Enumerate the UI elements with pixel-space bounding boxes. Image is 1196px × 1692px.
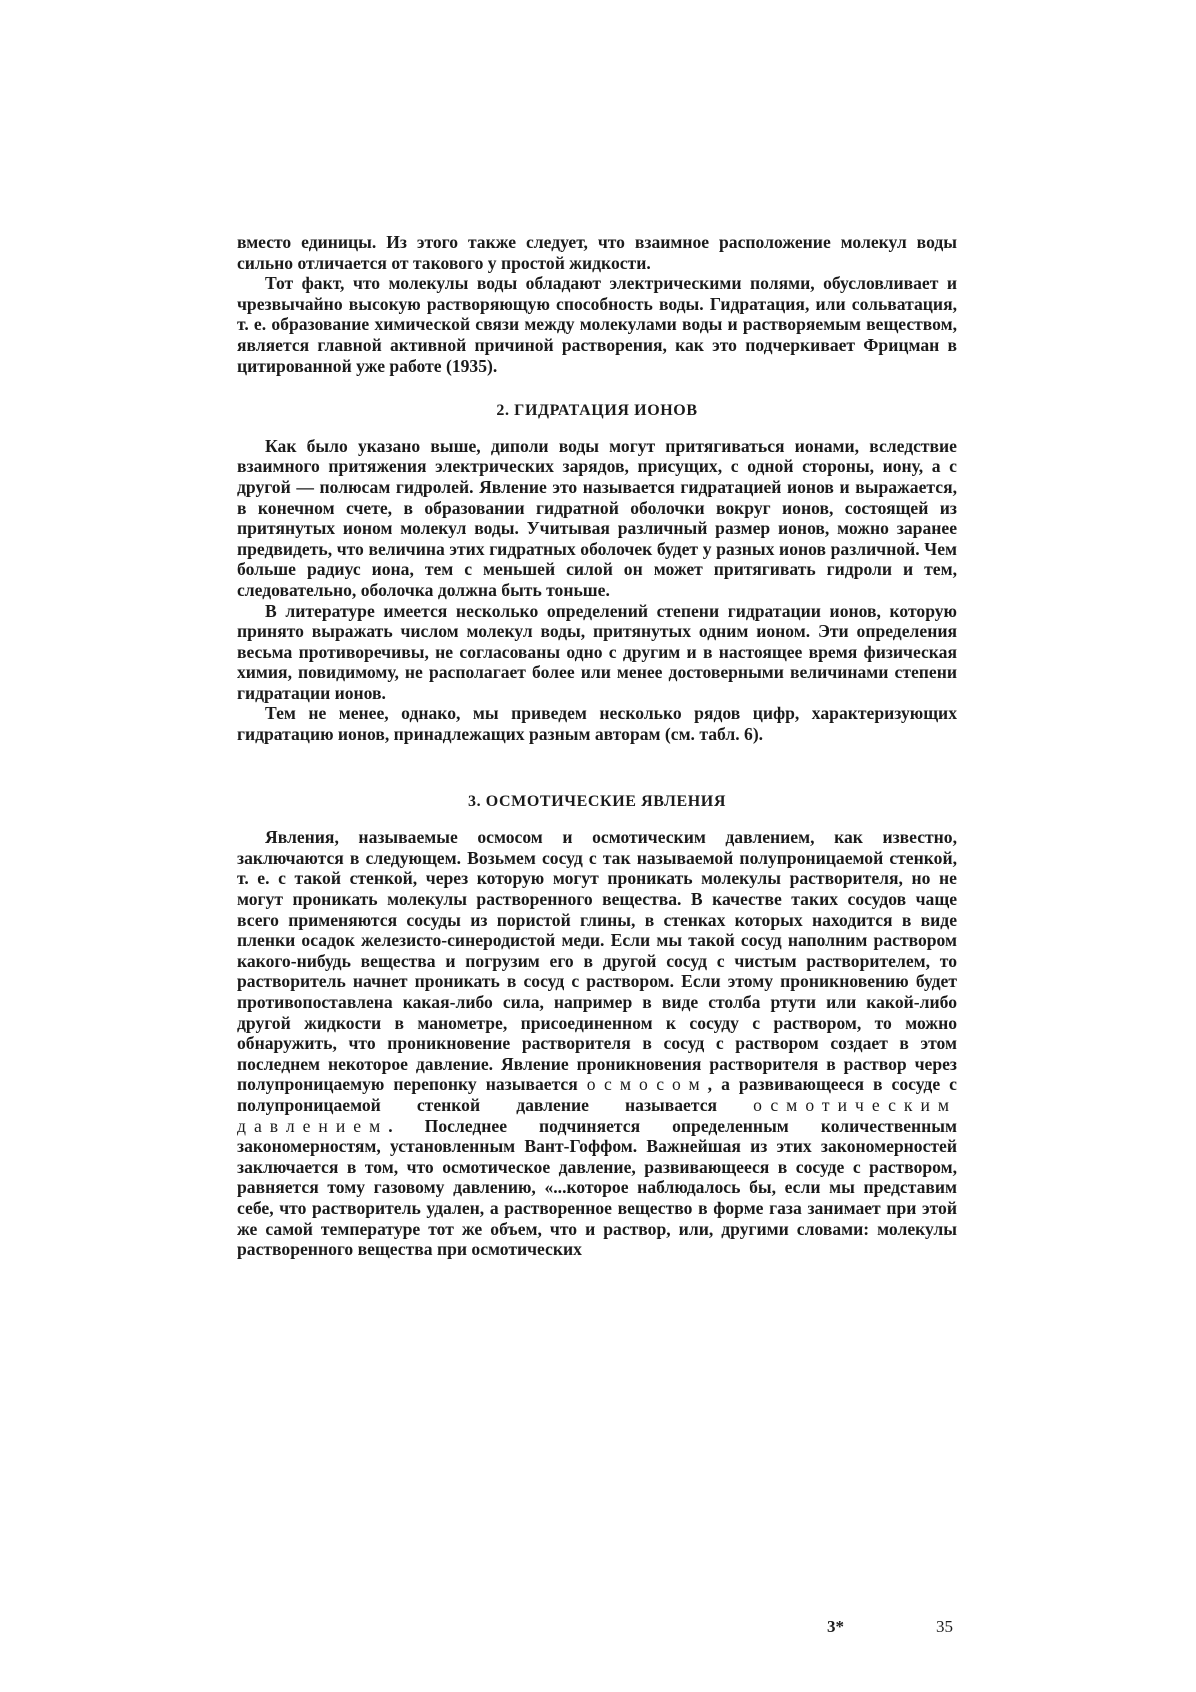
section-heading-osmotic-phenomena: 3. ОСМОТИЧЕСКИЕ ЯВЛЕНИЯ [467, 792, 726, 810]
signature-mark: 3* [827, 1617, 844, 1636]
page-number: 35 [936, 1617, 953, 1636]
section-heading-ion-hydration: 2. ГИДРАТАЦИЯ ИОНОВ [496, 402, 698, 420]
paragraph-osmosis [237, 827, 957, 1259]
paragraph-hydration-solvation: Тот факт, что молекулы воды обладают электрическими полями, обусловливает и чрезвычайно высокую растворяющую способность воды. Гидратация, или сольватация, т. е. образование химической связи между молекулами воды и растворяемым веществом, является главной активной причиной растворения, как это подчеркивает Фрицман в цитированной уже работе (1935). [237, 273, 957, 376]
term-osmosis: осмосом [586, 1074, 708, 1095]
term-osmotic-pressure: осмотическим давлением [237, 1094, 957, 1136]
paragraph-continuation: вместо единицы. Из этого также следует, что взаимное расположение молекул воды сильно отличается от такового у простой жидкости. [237, 232, 957, 273]
page-text [237, 232, 957, 1260]
paragraph-hydration-degree: В литературе имеется несколько определений степени гидратации ионов, которую принято выражать числом молекул воды, притянутых одним ионом. Эти определения весьма противоречивы, не согласованы одно с другим и в настоящее время физическая химия, повидимому, не располагает более или менее достоверными величинами степени гидратации ионов. [237, 600, 957, 703]
paragraph-ion-dipoles: Как было указано выше, диполи воды могут притягиваться ионами, вследствие взаимного притяжения электрических зарядов, присущих, с одной стороны, иону, а с другой — полюсам гидролей. Явление это называется гидратацией ионов и выражается, в конечном счете, в образовании гидратной оболочки вокруг ионов, состоящей из притянутых ионом молекул воды. Учитывая различный размер ионов, можно заранее предвидеть, что величина этих гидратных оболочек будет у разных ионов различной. Чем больше радиус иона, тем с меньшей силой он может притягивать гидроли и тем, следовательно, оболочка должна быть тоньше. [237, 435, 957, 600]
paragraph-table-reference: Тем не менее, однако, мы приведем несколько рядов цифр, характеризующих гидратацию ионов, принадлежащих разным авторам (см. табл. 6). [237, 703, 957, 745]
page-footer [237, 1617, 957, 1639]
osmosis-text-part-3: . Последнее подчиняется определенным количественным закономерностям, установленным Вант-Гоффом. Важнейшая из этих закономерностей заключается в том, что осмотическое давление, развивающееся в сосуде с раствором, равняется тому газовому давлению, «...которое наблюдалось бы, если мы представим себе, что растворитель удален, а растворенное вещество в форме газа занимает при этой же самой температуре тот же объем, что и раствор, или, другими словами: молекулы растворенного вещества при осмотических [237, 1115, 957, 1260]
osmosis-text-part-2: , а развивающееся в сосуде с полупроницаемой стенкой давление называется [237, 1074, 957, 1115]
osmosis-text-part-1: Явления, называемые осмосом и осмотическим давлением, как известно, заключаются в следующем. Возьмем сосуд с так называемой полупроницаемой стенкой, т. е. с такой стенкой, через которую могут проникать молекулы растворителя, но не могут проникать молекулы растворенного вещества. В качестве таких сосудов чаще всего применяются сосуды из пористой глины, в стенках которых находится в виде пленки осадок железисто-синеродистой меди. Если мы такой сосуд наполним раствором какого-нибудь вещества и погрузим его в другой сосуд с чистым растворителем, то растворитель начнет проникать в сосуд с раствором. Если этому проникновению будет противопоставлена какая-либо сила, например в виде столба ртути или какой-либо другой жидкости в манометре, присоединенном к сосуду с раствором, то можно обнаружить, что проникновение растворителя в сосуд с раствором создает в этом последнем некоторое давление. Явление проникновения растворителя в раствор через полупроницаемую перепонку называется [237, 827, 957, 1095]
